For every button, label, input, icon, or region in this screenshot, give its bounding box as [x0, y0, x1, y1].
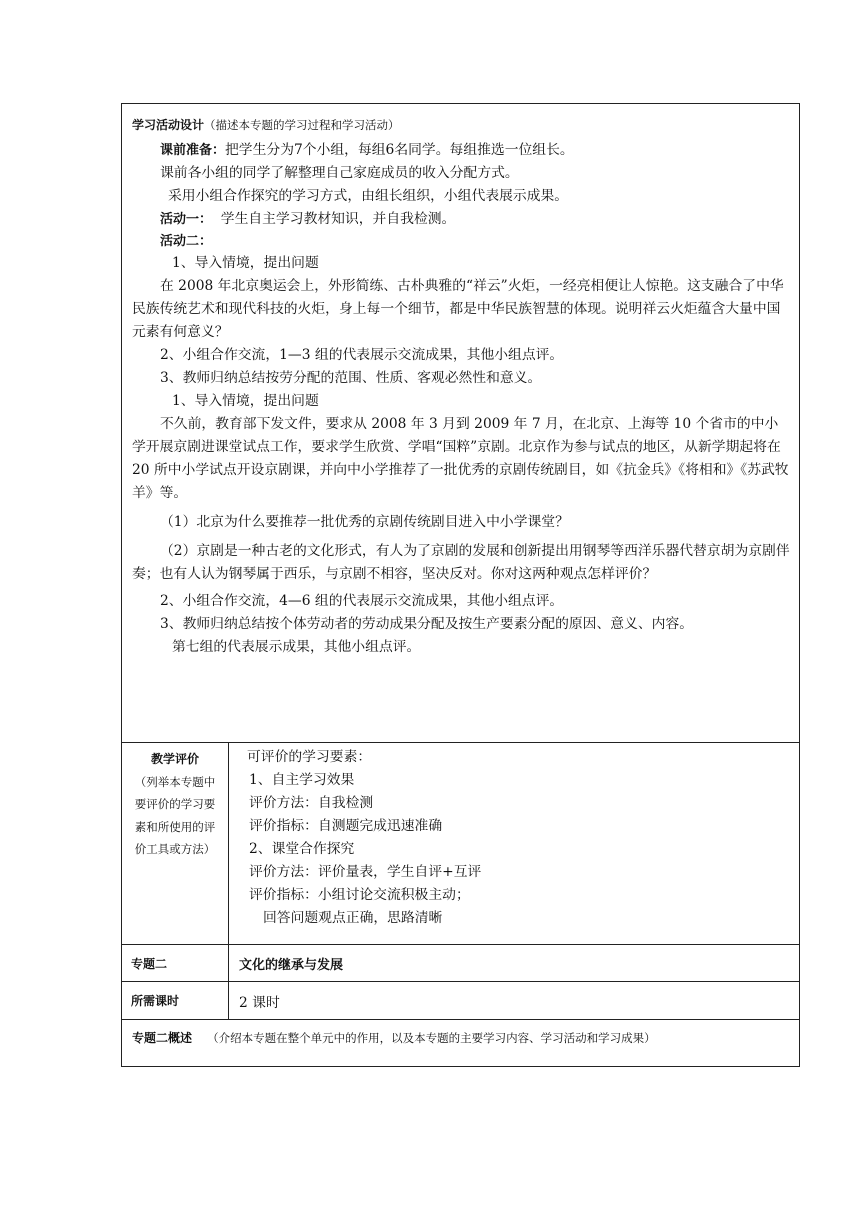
- evaluation-title: 教学评价: [150, 752, 199, 766]
- evaluation-desc: （列举本专题中要评价的学习要素和所使用的评价工具或方法）: [134, 774, 216, 856]
- prep-line: 课前准备：把学生分为7个小组，每组6名同学。每组推选一位组长。: [160, 142, 574, 158]
- overview-note: （介绍本专题在整个单元中的作用，以及本专题的主要学习内容、学习活动和学习成果）: [207, 1031, 656, 1045]
- topic2-value-cell: [229, 945, 800, 982]
- prep-line-2: 课前各小组的同学了解整理自己家庭成员的收入分配方式。: [160, 165, 519, 181]
- eval-line: 回答问题观点正确，思路清晰: [263, 910, 443, 926]
- eval-line: 评价指标：小组讨论交流积极主动；: [249, 887, 470, 903]
- eval-line: 2、课堂合作探究: [249, 841, 355, 857]
- eval-line: 可评价的学习要素：: [247, 749, 372, 765]
- step-4-title: 1、导入情境，提出问题: [172, 393, 319, 409]
- step-6: 3、教师归纳总结按个体劳动者的劳动成果分配及按生产要素分配的原因、意义、内容。: [160, 616, 694, 632]
- step-1-title: 1、导入情境，提出问题: [172, 255, 319, 271]
- overview-label: 专题二概述: [132, 1031, 193, 1045]
- question-2: （2）京剧是一种古老的文化形式，有人为了京剧的发展和创新提出用钢琴等西洋乐器代替京胡为京剧伴奏；也有人认为钢琴属于西乐，与京剧不相容，坚决反对。你对这两种观点怎样评价？: [132, 543, 790, 582]
- eval-line: 评价方法：自我检测: [249, 795, 374, 811]
- eval-line: 评价方法：评价量表，学生自评+互评: [249, 864, 482, 880]
- activity-design-header: 学习活动设计（描述本专题的学习过程和学习活动）: [132, 118, 400, 132]
- topic2-value: 文化的继承与发展: [239, 957, 344, 973]
- evaluation-label-cell: [122, 743, 229, 945]
- overview-cell: [122, 1020, 800, 1067]
- question-1: （1）北京为什么要推荐一批优秀的京剧传统剧目进入中小学课堂？: [160, 514, 569, 530]
- eval-line: 评价指标：自测题完成迅速准确: [249, 818, 443, 834]
- eval-line: 1、自主学习效果: [249, 772, 355, 788]
- activity-1: 活动一： 学生自主学习教材知识，并自我检测。: [160, 211, 456, 227]
- step-5: 2、小组合作交流，4—6 组的代表展示交流成果，其他小组点评。: [160, 593, 564, 609]
- evaluation-content-cell: [229, 743, 800, 945]
- lesson-plan-table: [121, 103, 800, 1067]
- activity-2-label: 活动二：: [160, 234, 213, 249]
- topic2-label-cell: [122, 945, 229, 982]
- step-2: 2、小组合作交流，1—3 组的代表展示交流成果，其他小组点评。: [160, 347, 564, 363]
- hours-label: 所需课时: [131, 994, 180, 1008]
- topic2-label: 专题二: [131, 956, 168, 971]
- activity-design-cell: [122, 104, 800, 743]
- hours-value-cell: [229, 982, 800, 1020]
- step-7: 第七组的代表展示成果，其他小组点评。: [172, 639, 421, 655]
- hours-label-cell: [122, 982, 229, 1020]
- step-1-text: 在 2008 年北京奥运会上，外形简练、古朴典雅的“祥云”火炬，一经亮相便让人惊艳。这支融合了中华民族传统艺术和现代科技的火炬，身上每一个细节，都是中华民族智慧的体现。说明祥云火炬蕴含大量中国元素有何意义？: [132, 278, 784, 340]
- step-3: 3、教师归纳总结按劳分配的范围、性质、客观必然性和意义。: [160, 370, 542, 386]
- step-4-text: 不久前，教育部下发文件，要求从 2008 年 3 月到 2009 年 7 月，在北京、上海等 10 个省市的中小学开展京剧进课堂试点工作，要求学生欣赏、学唱“国粹”京剧。北京作为参与试点的地区，从新学期起将在 20 所中小学试点开设京剧课，并向中小学推荐了一批优秀的京剧传统剧目，如《抗金兵》《将相和》《苏武牧羊》等。: [132, 416, 789, 501]
- hours-value: 2 课时: [239, 994, 280, 1011]
- prep-line-3: 采用小组合作探究的学习方式，由组长组织，小组代表展示成果。: [168, 188, 569, 204]
